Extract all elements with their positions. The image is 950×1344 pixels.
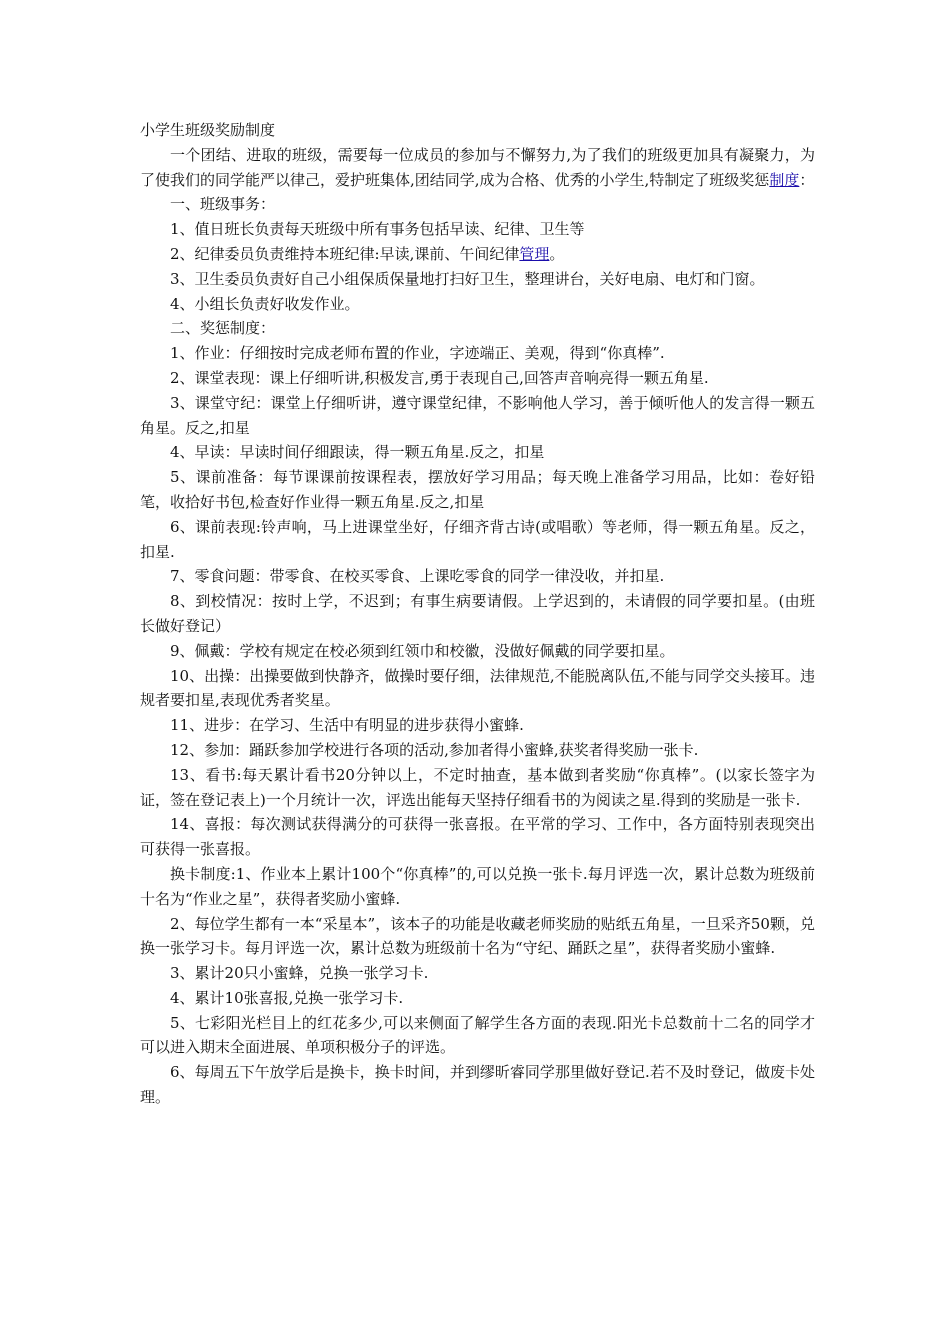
rule-item-preparation: 5、课前准备：每节课课前按课程表，摆放好学习用品；每天晚上准备学习用品，比如：卷好铅笔，收拾好书包,检查好作业得一颗五角星.反之,扣星	[140, 468, 815, 511]
rule-item-homework: 1、作业：仔细按时完成老师布置的作业，字迹端正、美观，得到“你真棒”.	[170, 344, 665, 363]
document-title: 小学生班级奖励制度	[140, 121, 276, 139]
intro-text: 一个团结、进取的班级，需要每一位成员的参加与不懈努力,为了我们的班级更加具有凝聚力，为了使我们的同学能严以律己，爱护班集体,团结同学,成为合格、优秀的小学生,特制定了班级奖惩	[140, 145, 815, 189]
document-page	[140, 118, 815, 1110]
rule-item-class-performance: 2、课堂表现：课上仔细听讲,积极发言,勇于表现自己,回答声音响亮得一颗五角星.	[170, 368, 709, 387]
exchange-rule-1: 换卡制度:1、作业本上累计100个“你真棒”的,可以兑换一张卡.每月评选一次，累计总数为班级前十名为“作业之星”，获得者奖励小蜜蜂.	[140, 864, 815, 908]
exchange-rule-3: 3、累计20只小蜜蜂，兑换一张学习卡.	[170, 964, 429, 983]
section-heading-duties: 一、班级事务：	[170, 195, 276, 214]
rule-item-exercise: 10、出操：出操要做到快静齐，做操时要仔细，法律规范,不能脱离队伍,不能与同学交头接耳。违规者要扣星,表现优秀者奖星。	[140, 666, 815, 710]
rule-item-participation: 12、参加：踊跃参加学校进行各项的活动,参加者得小蜜蜂,获奖者得奖励一张卡.	[170, 740, 699, 759]
rules-link[interactable]: 制度	[769, 170, 800, 189]
rule-item-reading: 13、看书:每天累计看书20分钟以上，不定时抽查，基本做到者奖励“你真棒”。(以家长签字为证，签在登记表上)一个月统计一次，评选出能每天坚持仔细看书的为阅读之星.得到的奖励是一张卡.	[140, 765, 815, 809]
intro-tail: ：	[799, 170, 815, 189]
duty-item-1: 1、值日班长负责每天班级中所有事务包括早读、纪律、卫生等	[170, 220, 585, 239]
duty-item-2	[140, 242, 815, 267]
rule-item-class-discipline: 3、课堂守纪：课堂上仔细听讲，遵守课堂纪律，不影响他人学习，善于倾听他人的发言得一颗五角星。反之,扣星	[140, 393, 815, 437]
duty-item-4: 4、小组长负责好收发作业。	[170, 294, 360, 313]
exchange-rule-4: 4、累计10张喜报,兑换一张学习卡.	[170, 988, 404, 1007]
rule-item-progress: 11、进步：在学习、生活中有明显的进步获得小蜜蜂.	[170, 716, 524, 735]
rule-item-uniform: 9、佩戴：学校有规定在校必须到红领巾和校徽，没做好佩戴的同学要扣星。	[170, 641, 675, 660]
duty-item-2-text: 2、纪律委员负责维持本班纪律:早读,课前、午间纪律	[170, 244, 520, 263]
management-link[interactable]: 管理	[519, 244, 550, 263]
intro-paragraph	[140, 143, 815, 193]
rule-item-snacks: 7、零食问题：带零食、在校买零食、上课吃零食的同学一律没收，并扣星.	[170, 567, 665, 586]
rule-item-morning-reading: 4、早读：早读时间仔细跟读，得一颗五角星.反之，扣星	[170, 443, 545, 462]
rule-item-pre-class: 6、课前表现:铃声响，马上进课堂坐好，仔细齐背古诗(或唱歌）等老师，得一颗五角星。反之，扣星.	[140, 517, 815, 561]
section-heading-rewards: 二、奖惩制度：	[170, 319, 276, 338]
exchange-rule-5: 5、七彩阳光栏目上的红花多少,可以来侧面了解学生各方面的表现.阳光卡总数前十二名的同学才可以进入期末全面进展、单项积极分子的评选。	[140, 1013, 815, 1057]
rule-item-good-news: 14、喜报：每次测试获得满分的可获得一张喜报。在平常的学习、工作中，各方面特别表现突出可获得一张喜报。	[140, 815, 815, 859]
exchange-rule-2: 2、每位学生都有一本“采星本”，该本子的功能是收藏老师奖励的贴纸五角星，一旦采齐50颗，兑换一张学习卡。每月评选一次，累计总数为班级前十名为“守纪、踊跃之星”，获得者奖励小蜜蜂.	[140, 914, 815, 958]
duty-item-2-tail: 。	[549, 244, 565, 263]
duty-item-3: 3、卫生委员负责好自己小组保质保量地打扫好卫生，整理讲台，关好电扇、电灯和门窗。	[170, 269, 765, 288]
exchange-rule-6: 6、每周五下午放学后是换卡，换卡时间，并到缪昕睿同学那里做好登记.若不及时登记，做废卡处理。	[140, 1063, 815, 1107]
rule-item-attendance: 8、到校情况：按时上学，不迟到；有事生病要请假。上学迟到的，未请假的同学要扣星。(由班长做好登记）	[140, 592, 815, 635]
